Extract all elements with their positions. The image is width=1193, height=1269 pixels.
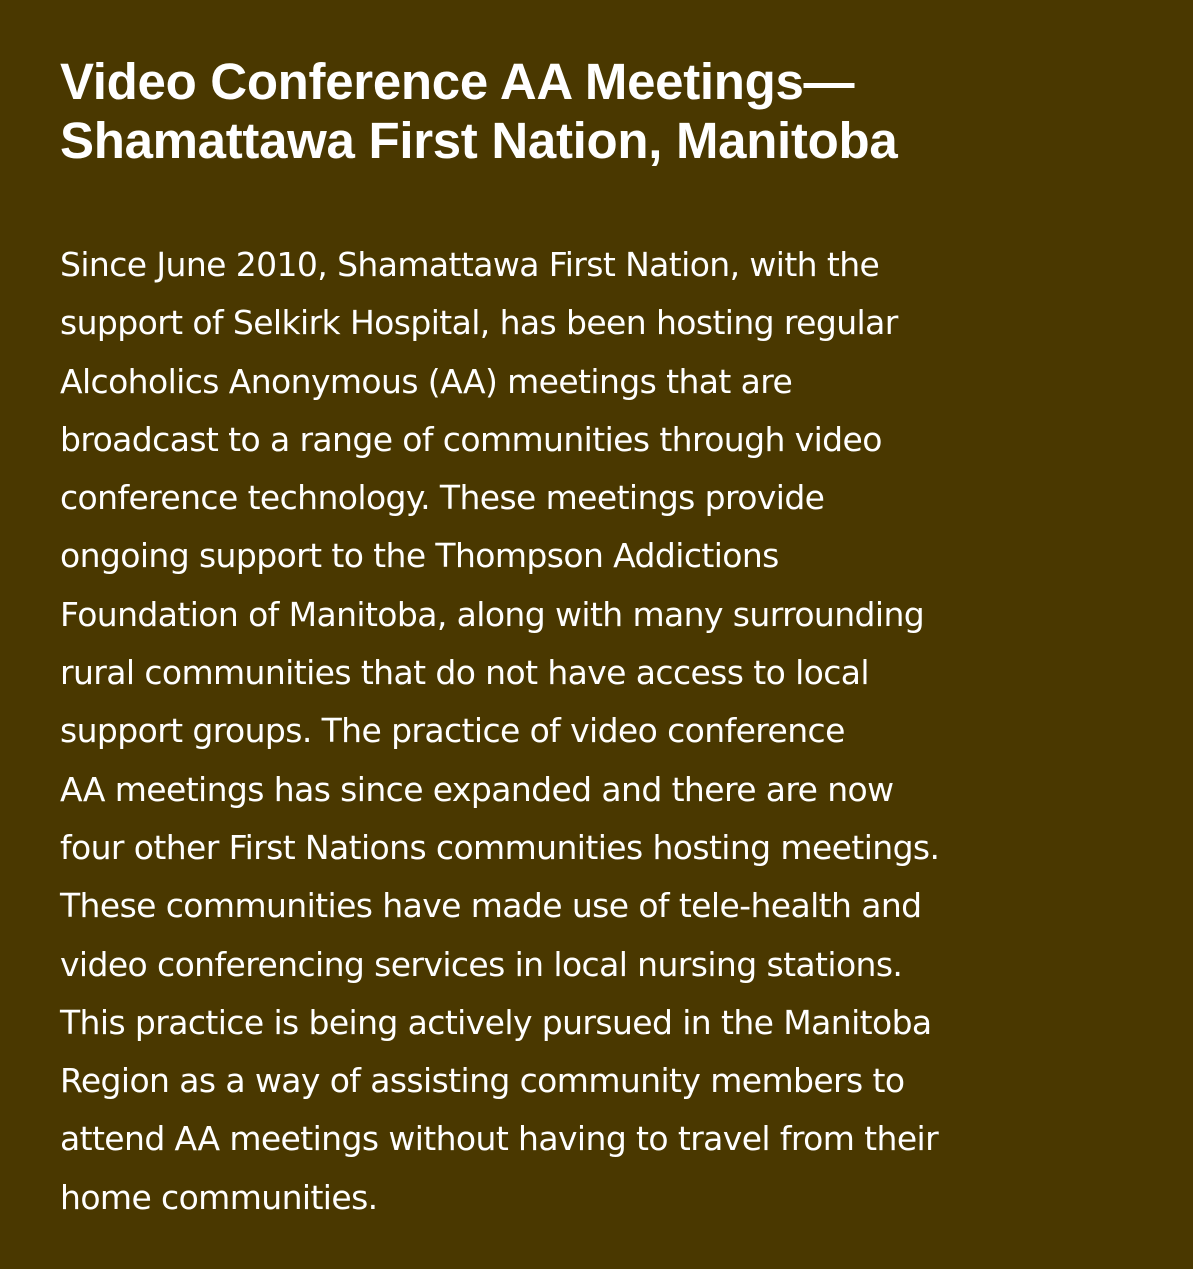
body-line: support of Selkirk Hospital, has been hosting regular — [60, 303, 898, 343]
heading-line: Video Conference AA Meetings— — [60, 53, 855, 110]
body-line: conference technology. These meetings provide — [60, 478, 825, 518]
body-line: video conferencing services in local nursing stations. — [60, 944, 903, 984]
body-line: Region as a way of assisting community members to — [60, 1061, 905, 1101]
body-line: support groups. The practice of video conference — [60, 711, 845, 751]
body-line: four other First Nations communities hosting meetings. — [60, 827, 940, 867]
body-line: Since June 2010, Shamattawa First Nation, with the — [60, 245, 880, 284]
body-line: This practice is being actively pursued in the Manitoba — [60, 1002, 932, 1042]
heading-line: Shamattawa First Nation, Manitoba — [60, 112, 898, 169]
body-line: home communities. — [60, 1177, 378, 1217]
body-line: ongoing support to the Thompson Addictions — [60, 536, 779, 576]
body-line: broadcast to a range of communities through video — [60, 419, 882, 459]
body-line: Foundation of Manitoba, along with many surrounding — [60, 594, 925, 634]
body-line: attend AA meetings without having to travel from their — [60, 1119, 939, 1159]
panel-body-text — [60, 236, 1170, 1227]
panel-heading — [60, 52, 1140, 170]
body-line: rural communities that do not have access to local — [60, 653, 869, 693]
body-line: AA meetings has since expanded and there are now — [60, 769, 894, 809]
body-line: Alcoholics Anonymous (AA) meetings that are — [60, 361, 793, 401]
body-line: These communities have made use of tele-health and — [60, 886, 922, 926]
